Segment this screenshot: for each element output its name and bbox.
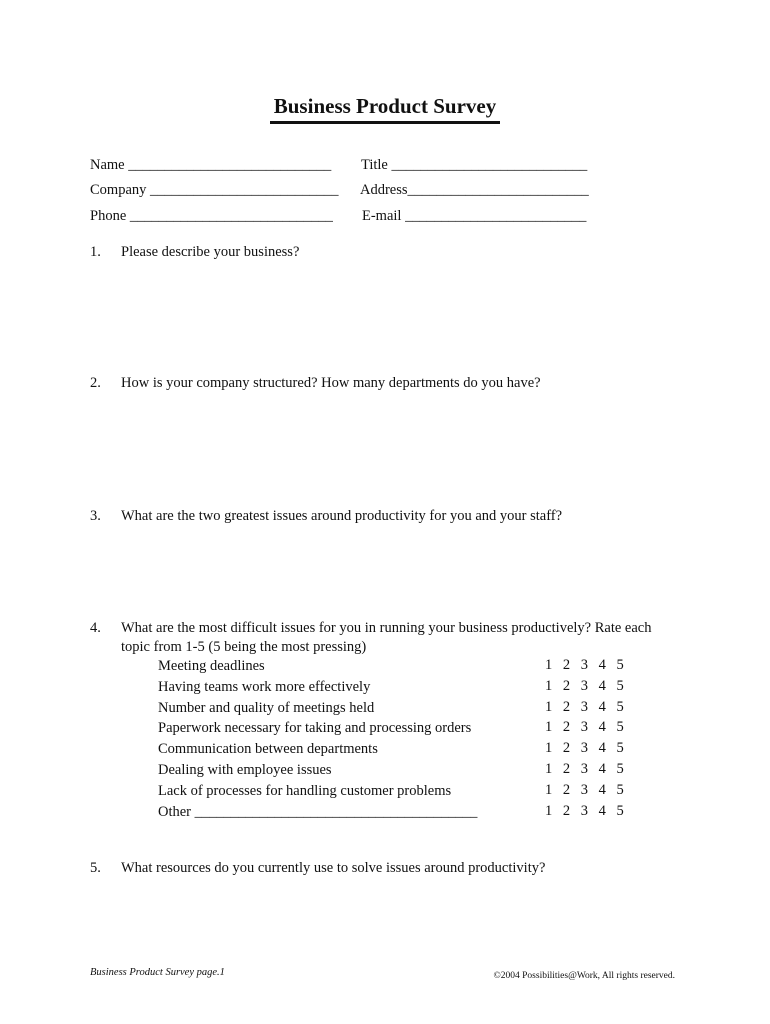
question-5-number: 5. xyxy=(90,860,101,876)
rating-scale: 1 2 3 4 5 xyxy=(545,699,624,715)
survey-title xyxy=(0,94,770,124)
question-2-text: How is your company structured? How many departments do you have? xyxy=(121,375,541,391)
question-5-text: What resources do you currently use to solve issues around productivity? xyxy=(121,860,546,876)
footer-copyright: ©2004 Possibilities@Work, All rights reserved. xyxy=(493,971,675,981)
rating-scale: 1 2 3 4 5 xyxy=(545,657,624,673)
rating-item-label: Lack of processes for handling customer problems xyxy=(158,783,452,799)
email-field: E-mail _________________________ xyxy=(362,208,587,224)
company-field: Company __________________________ xyxy=(90,182,339,198)
survey-title-text: Business Product Survey xyxy=(270,94,500,124)
rating-item-label: Having teams work more effectively xyxy=(158,679,371,695)
phone-field: Phone ____________________________ xyxy=(90,208,333,224)
rating-item-label: Other _______________________________________ xyxy=(158,804,478,820)
rating-item-label: Communication between departments xyxy=(158,741,378,757)
title-field: Title ___________________________ xyxy=(361,157,588,173)
question-2-number: 2. xyxy=(90,375,101,391)
question-4-number: 4. xyxy=(90,620,101,636)
question-3-number: 3. xyxy=(90,508,101,524)
rating-scale: 1 2 3 4 5 xyxy=(545,678,624,694)
rating-item-label: Paperwork necessary for taking and processing orders xyxy=(158,720,472,736)
rating-scale: 1 2 3 4 5 xyxy=(545,719,624,735)
rating-scale: 1 2 3 4 5 xyxy=(545,782,624,798)
question-1-number: 1. xyxy=(90,244,101,260)
address-field: Address_________________________ xyxy=(360,182,589,198)
rating-scale: 1 2 3 4 5 xyxy=(545,803,624,819)
rating-scale: 1 2 3 4 5 xyxy=(545,740,624,756)
question-3-text: What are the two greatest issues around productivity for you and your staff? xyxy=(121,508,563,524)
rating-item-label: Dealing with employee issues xyxy=(158,762,332,778)
name-field: Name ____________________________ xyxy=(90,157,332,173)
footer-page-label: Business Product Survey page.1 xyxy=(90,967,225,978)
question-4-text-line1: What are the most difficult issues for you in running your business productively? Rate each xyxy=(121,620,652,636)
question-1-text: Please describe your business? xyxy=(121,244,300,260)
rating-item-label: Meeting deadlines xyxy=(158,658,265,674)
rating-scale: 1 2 3 4 5 xyxy=(545,761,624,777)
rating-item-label: Number and quality of meetings held xyxy=(158,700,375,716)
question-4-text-line2: topic from 1-5 (5 being the most pressing) xyxy=(121,639,367,655)
